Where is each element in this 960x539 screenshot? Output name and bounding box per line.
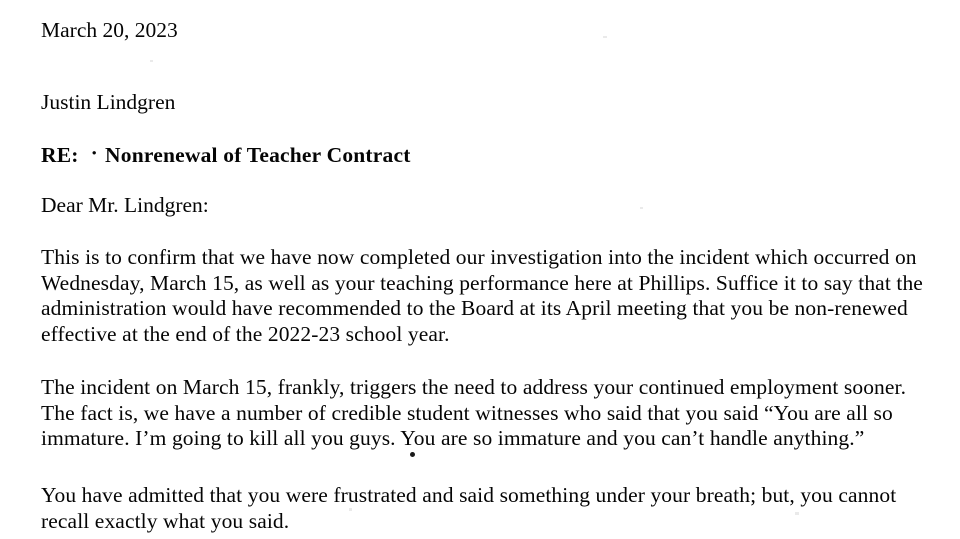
subject-text: Nonrenewal of Teacher Contract bbox=[105, 143, 411, 167]
paragraph-line: The fact is, we have a number of credible student witnesses who said that you said “You are all so bbox=[41, 400, 893, 425]
paragraph-line: administration would have recommended to the Board at its April meeting that you be non-renewed bbox=[41, 296, 908, 321]
scan-artifact bbox=[349, 508, 352, 511]
letter-subject-line bbox=[41, 142, 411, 168]
scan-artifact bbox=[603, 36, 607, 38]
paragraph-line: Wednesday, March 15, as well as your teaching performance here at Phillips. Suffice it to say that the bbox=[41, 270, 923, 295]
letter-salutation: Dear Mr. Lindgren: bbox=[41, 193, 209, 217]
paragraph-line: effective at the end of the 2022-23 school year. bbox=[41, 321, 450, 346]
paragraph-line: This is to confirm that we have now completed our investigation into the incident which occurred on bbox=[41, 245, 917, 269]
paragraph-line: The incident on March 15, frankly, triggers the need to address your continued employment sooner. bbox=[41, 375, 907, 399]
letter-addressee: Justin Lindgren bbox=[41, 90, 176, 114]
subject-bullet-icon: · bbox=[90, 141, 99, 165]
paragraph-line: immature. I’m going to kill all you guys. You are so immature and you can’t handle anything.” bbox=[41, 426, 865, 451]
letter-date: March 20, 2023 bbox=[41, 18, 178, 42]
scan-artifact bbox=[640, 207, 643, 209]
paragraph-investigation bbox=[41, 245, 925, 347]
paragraph-witnesses bbox=[41, 375, 925, 452]
ink-speck-artifact bbox=[410, 452, 415, 457]
scan-artifact bbox=[795, 512, 799, 515]
scan-artifact bbox=[150, 60, 153, 62]
subject-label: RE: bbox=[41, 143, 79, 167]
paragraph-admission bbox=[41, 483, 925, 534]
paragraph-line: You have admitted that you were frustrated and said something under your breath; but, you cannot bbox=[41, 483, 897, 507]
paragraph-line: recall exactly what you said. bbox=[41, 508, 290, 533]
